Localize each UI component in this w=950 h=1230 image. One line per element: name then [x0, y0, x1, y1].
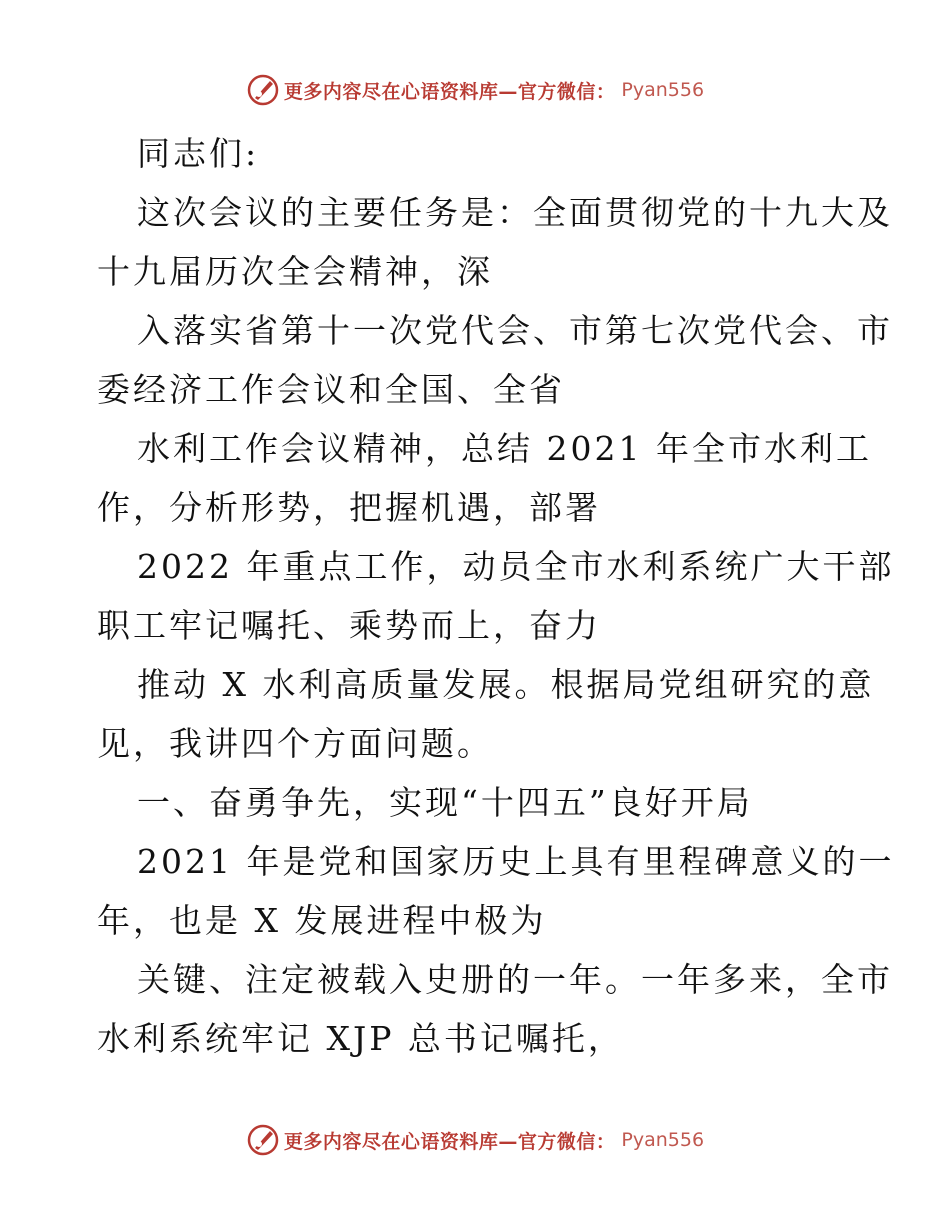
- paragraph-line: 关键、注定被载入史册的一年。一年多来，全市: [137, 960, 893, 999]
- paragraph-line: 2022 年重点工作，动员全市水利系统广大干部: [137, 547, 895, 586]
- paragraph-line: 2021 年是党和国家历史上具有里程碑意义的一: [137, 842, 895, 881]
- paragraph-line: 年，也是 X 发展进程中极为: [97, 901, 547, 940]
- watermark-wechat-id: Pyan556: [621, 1129, 705, 1151]
- salutation-line: 同志们:: [137, 134, 260, 173]
- watermark-header: [0, 70, 950, 110]
- paragraph-line: 这次会议的主要任务是：全面贯彻党的十九大及: [137, 193, 893, 232]
- paragraph-line: 入落实省第十一次党代会、市第七次党代会、市: [137, 311, 893, 350]
- paragraph-line: 作，分析形势，把握机遇，部署: [97, 488, 601, 527]
- paragraph-line: 水利系统牢记 XJP 总书记嘱托，: [97, 1019, 624, 1058]
- watermark-wechat-id: Pyan556: [621, 79, 705, 101]
- paragraph-line: 推动 X 水利高质量发展。根据局党组研究的意: [137, 665, 875, 704]
- paragraph-line: 职工牢记嘱托、乘势而上，奋力: [97, 606, 601, 645]
- paragraph-line: 委经济工作会议和全国、全省: [97, 370, 565, 409]
- quill-pen-logo-icon: [246, 1123, 280, 1157]
- quill-pen-logo-icon: [246, 73, 280, 107]
- watermark-text: 更多内容尽在心语资料库—官方微信：: [283, 1130, 616, 1153]
- section-heading: 一、奋勇争先，实现“十四五”良好开局: [137, 783, 753, 822]
- paragraph-line: 水利工作会议精神，总结 2021 年全市水利工: [137, 429, 872, 468]
- paragraph-line: 见，我讲四个方面问题。: [97, 724, 493, 763]
- watermark-footer: [0, 1120, 950, 1160]
- document-body: [97, 124, 895, 1068]
- paragraph-line: 十九届历次全会精神，深: [97, 252, 493, 291]
- watermark-text: 更多内容尽在心语资料库—官方微信：: [283, 80, 616, 103]
